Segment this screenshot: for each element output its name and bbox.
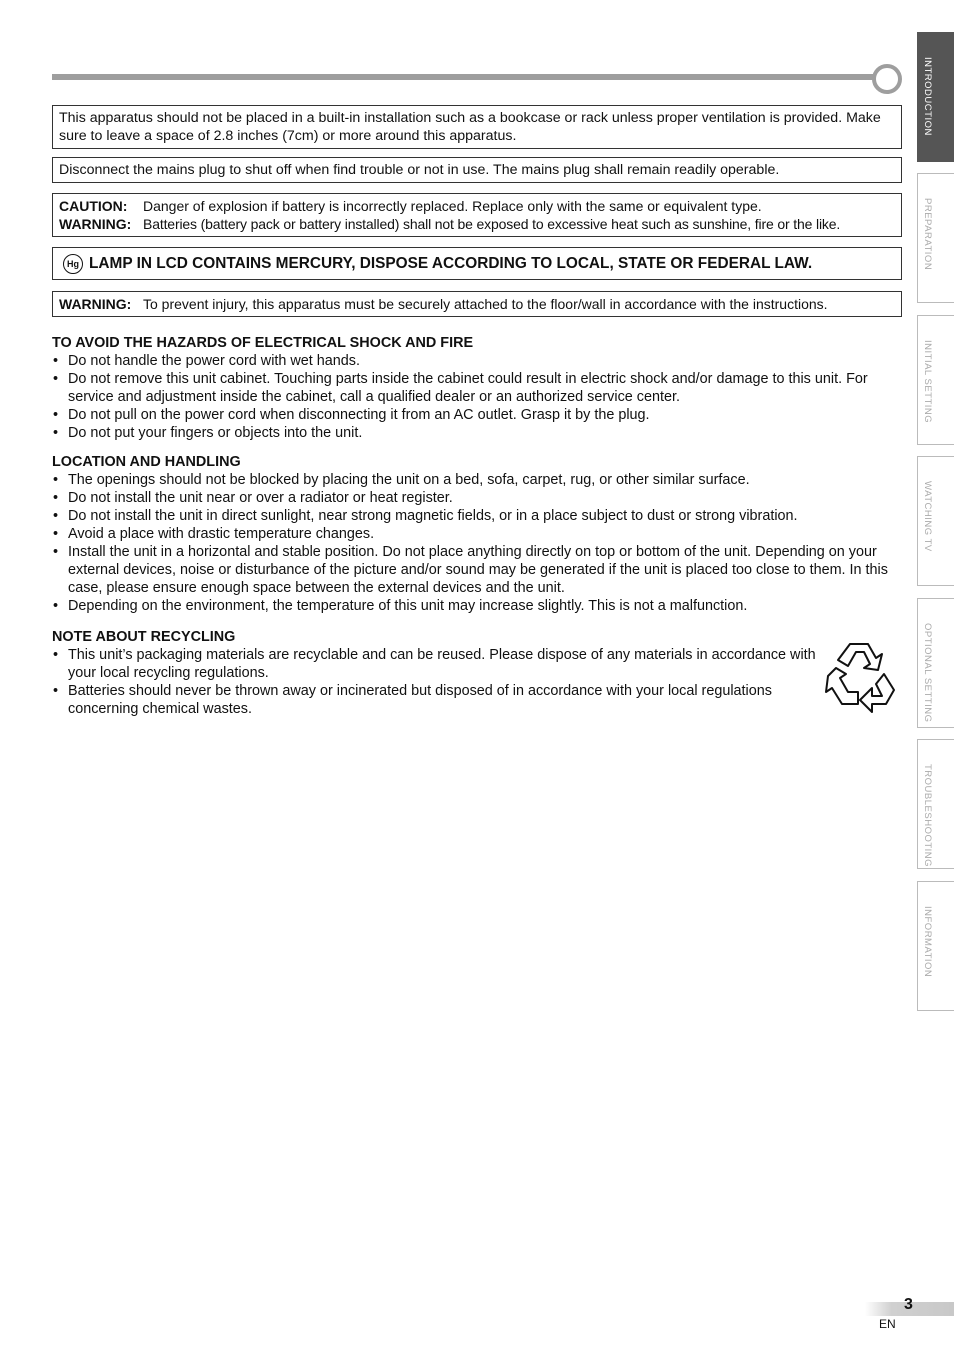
recycle-icon xyxy=(822,638,902,716)
warning-attach-text: To prevent injury, this apparatus must be securely attached to the floor/wall in accordance with the instructions. xyxy=(143,296,828,312)
list-item: • Depending on the environment, the temperature of this unit may increase slightly. This is not a malfunction. xyxy=(52,597,892,615)
mercury-notice xyxy=(52,247,902,280)
list-item: • Avoid a place with drastic temperature changes. xyxy=(52,525,892,543)
tab-label: INFORMATION xyxy=(922,906,933,978)
tab-preparation[interactable] xyxy=(917,173,954,303)
ventilation-notice xyxy=(52,105,902,149)
ventilation-text: This apparatus should not be placed in a built-in installation such as a bookcase or rack unless proper ventilation is provided. Make sure to leave a space of 2.8 inches (7cm) or more around this apparatus. xyxy=(59,110,881,144)
tab-label: OPTIONAL SETTING xyxy=(922,623,933,723)
list-item: • This unit’s packaging materials are recyclable and can be reused. Please dispose of any materials in accordance with your local recycling regulations. xyxy=(52,646,828,682)
section-title: LOCATION AND HANDLING xyxy=(52,454,241,470)
mercury-text: LAMP IN LCD CONTAINS MERCURY, DISPOSE ACCORDING TO LOCAL, STATE OR FEDERAL LAW. xyxy=(89,255,813,272)
warning-battery-text: Batteries (battery pack or battery installed) shall not be exposed to excessive heat such as sunshine, fire or the like. xyxy=(143,216,841,232)
mercury-hg-icon: Hg xyxy=(63,254,83,274)
header-rule xyxy=(52,74,880,80)
section-electrical-hazards xyxy=(52,334,892,442)
tab-watching-tv[interactable] xyxy=(917,456,954,586)
list-item: • Do not install the unit in direct sunlight, near strong magnetic fields, or in a place subject to dust or strong vibration. xyxy=(52,507,892,525)
page-number: 3 xyxy=(904,1296,913,1313)
header-rule-circle xyxy=(872,64,902,94)
mains-plug-text: Disconnect the mains plug to shut off when find trouble or not in use. The mains plug shall remain readily operable. xyxy=(59,162,780,178)
list-item: • Do not install the unit near or over a radiator or heat register. xyxy=(52,489,892,507)
caution-text: Danger of explosion if battery is incorrectly replaced. Replace only with the same or equivalent type. xyxy=(143,198,762,214)
tab-information[interactable] xyxy=(917,881,954,1011)
tab-introduction[interactable] xyxy=(917,32,954,162)
battery-notice xyxy=(52,193,902,237)
caution-label: CAUTION: xyxy=(59,198,128,214)
section-recycling xyxy=(52,628,828,718)
section-title: NOTE ABOUT RECYCLING xyxy=(52,629,236,645)
section-title: TO AVOID THE HAZARDS OF ELECTRICAL SHOCK AND FIRE xyxy=(52,335,474,351)
tab-label: TROUBLESHOOTING xyxy=(922,764,933,868)
tab-optional-setting[interactable] xyxy=(917,598,954,728)
list-item: • Do not put your fingers or objects into the unit. xyxy=(52,424,892,442)
list-item: • Do not pull on the power cord when disconnecting it from an AC outlet. Grasp it by the plug. xyxy=(52,406,892,424)
list-item: • The openings should not be blocked by placing the unit on a bed, sofa, carpet, rug, or other similar surface. xyxy=(52,471,892,489)
warning-battery-label: WARNING: xyxy=(59,216,132,232)
tab-label: INITIAL SETTING xyxy=(922,340,933,424)
tab-label: INTRODUCTION xyxy=(922,57,933,136)
list-item: • Install the unit in a horizontal and stable position. Do not place anything directly on top or bottom of the unit. Depending on your external devices, noise or disturbance of the picture and/or sound may be generated if the unit is placed too close to them. In this case, please ensure enough space between the external devices and the unit. xyxy=(52,543,892,597)
tab-initial-setting[interactable] xyxy=(917,315,954,445)
section-location-handling xyxy=(52,453,892,615)
tab-label: WATCHING TV xyxy=(922,481,933,552)
list-item: • Batteries should never be thrown away or incinerated but disposed of in accordance with your local regulations concerning chemical wastes. xyxy=(52,682,828,718)
list-item: • Do not remove this unit cabinet. Touching parts inside the cabinet could result in electric shock and/or damage to this unit. For service and adjustment inside the cabinet, call a qualified dealer or an authorized service center. xyxy=(52,370,892,406)
list-item: • Do not handle the power cord with wet hands. xyxy=(52,352,892,370)
mains-plug-notice xyxy=(52,157,902,183)
warning-attach-label: WARNING: xyxy=(59,296,132,312)
attach-warning-notice xyxy=(52,291,902,317)
tab-troubleshooting[interactable] xyxy=(917,739,954,869)
tab-label: PREPARATION xyxy=(922,198,933,271)
page-language: EN xyxy=(879,1317,896,1331)
